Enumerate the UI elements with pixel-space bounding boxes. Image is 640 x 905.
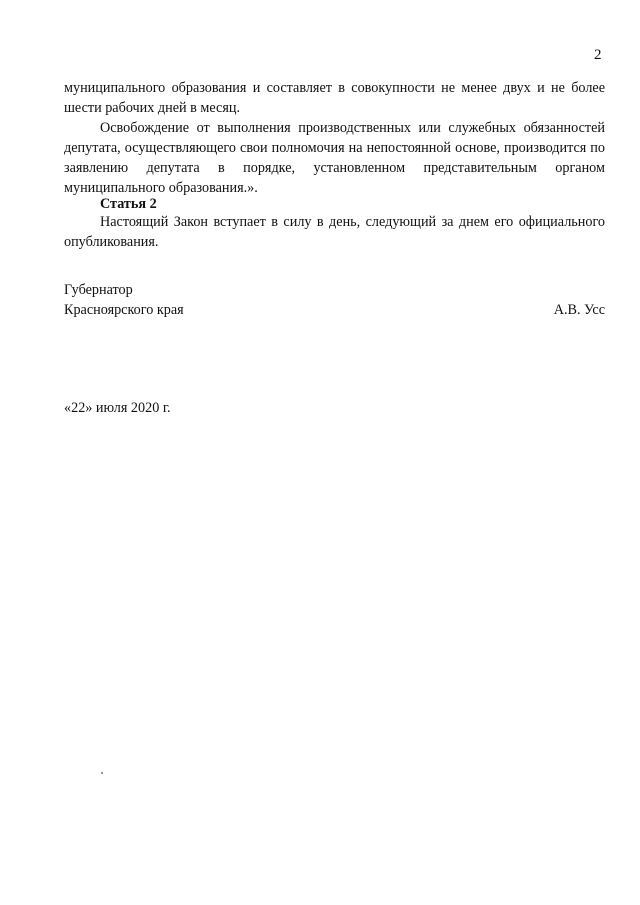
signatory-title-line-1: Губернатор xyxy=(64,282,133,298)
paragraph-continuation: муниципального образования и составляет в совокупности не менее двух и не более шести рабочих дней в месяц. xyxy=(64,80,605,116)
paragraph-release-from-duties: Освобождение от выполнения производственных или служебных обязанностей депутата, осуществляющего свои полномочия на непостоянной основе, производится по заявлению депутата в порядке, установленном представительным органом муниципального образования.». xyxy=(64,120,605,196)
signatory-title xyxy=(64,280,184,320)
signatory-name: А.В. Усс xyxy=(553,302,605,318)
paragraph-entry-into-force: Настоящий Закон вступает в силу в день, следующий за днем его официального опубликования. xyxy=(64,214,605,250)
signing-date: «22» июля 2020 г. xyxy=(64,400,171,416)
scan-speck xyxy=(101,772,103,774)
page-number: 2 xyxy=(594,47,602,63)
article-heading: Статья 2 xyxy=(100,196,157,212)
signatory-title-line-2: Красноярского края xyxy=(64,302,184,318)
